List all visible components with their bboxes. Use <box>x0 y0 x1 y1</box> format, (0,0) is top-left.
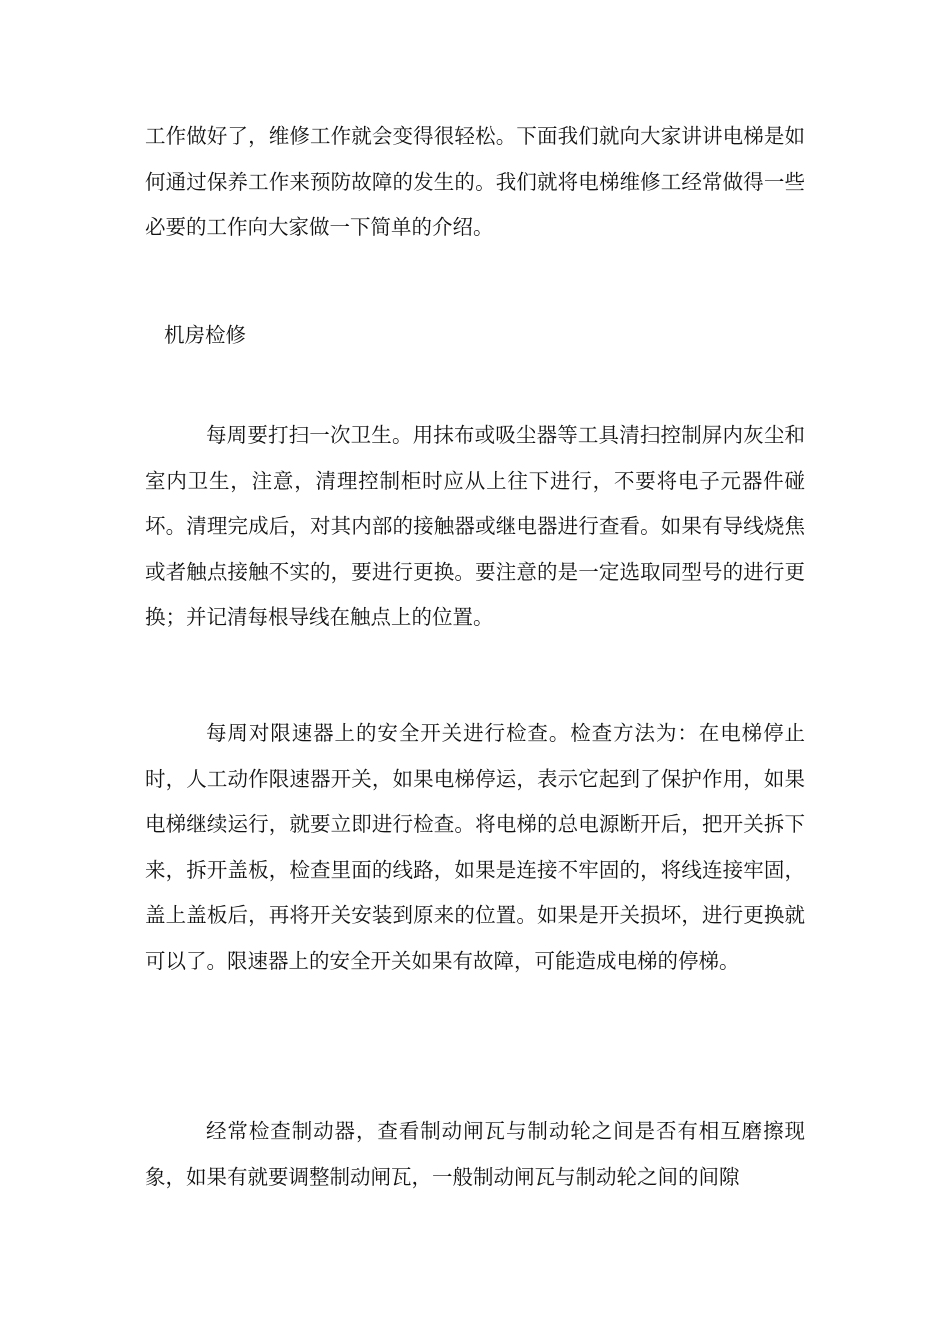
paragraph-intro: 工作做好了，维修工作就会变得很轻松。下面我们就向大家讲讲电梯是如何通过保养工作来预防故障的发生的。我们就将电梯维修工经常做得一些必要的工作向大家做一下简单的介绍。 <box>145 124 805 240</box>
paragraph-speed-governor-check: 每周对限速器上的安全开关进行检查。检查方法为：在电梯停止时，人工动作限速器开关，如果电梯停运，表示它起到了保护作用，如果电梯继续运行，就要立即进行检查。将电梯的总电源断开后，把开关拆下来，拆开盖板，检查里面的线路，如果是连接不牢固的，将线连接牢固，盖上盖板后，再将开关安装到原来的位置。如果是开关损坏，进行更换就可以了。限速器上的安全开关如果有故障，可能造成电梯的停梯。 <box>145 721 805 973</box>
paragraph-weekly-cleaning: 每周要打扫一次卫生。用抹布或吸尘器等工具清扫控制屏内灰尘和室内卫生，注意，清理控制柜时应从上往下进行，不要将电子元器件碰坏。清理完成后，对其内部的接触器或继电器进行查看。如果有导线烧焦或者触点接触不实的，要进行更换。要注意的是一定选取同型号的进行更换；并记清每根导线在触点上的位置。 <box>145 423 805 630</box>
paragraph-brake-check: 经常检查制动器，查看制动闸瓦与制动轮之间是否有相互磨擦现象，如果有就要调整制动闸瓦，一般制动闸瓦与制动轮之间的间隙 <box>145 1119 805 1189</box>
section-heading-machine-room: 机房检修 <box>164 323 246 347</box>
